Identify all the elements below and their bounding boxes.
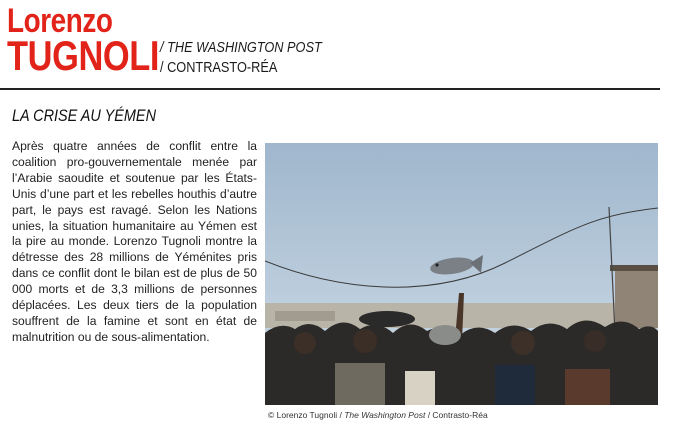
caption-suffix: / Contrasto-Réa bbox=[425, 410, 488, 420]
photo-head-3 bbox=[511, 331, 535, 355]
photo-roof-right bbox=[610, 265, 658, 271]
photo-head-1 bbox=[294, 332, 316, 354]
crowd-fish-photo bbox=[265, 143, 658, 405]
article-title: LA CRISE AU YÉMEN bbox=[12, 106, 157, 125]
photo-headscarf bbox=[429, 325, 461, 345]
photo-shirt-2 bbox=[495, 365, 535, 405]
photo-umbrella bbox=[359, 311, 415, 327]
photo-shirt-3 bbox=[565, 369, 610, 405]
article-body: Après quatre années de conflit entre la coalition pro-gouvernementale menée par l’Arabie saoudite et soutenue par les États-Unis d’une part et les rebelles houthis d’autre part, le pays est ravagé. Selon les Nations unies, la situation humanitaire au Yémen est la pire au monde. Lorenzo Tugnoli montre la détresse des 28 millions de Yéménites pris dans ce conflit dont le bilan est de plus de 50 000 morts et de 3,3 millions de personnes déplacées. Les deux tiers de la population souffrent de la famine et sont en état de malnutrition ou de sous-alimentation. bbox=[12, 139, 257, 344]
photo-shirt-1 bbox=[335, 363, 385, 405]
photo-building-left bbox=[275, 311, 335, 321]
photo-caption bbox=[268, 410, 488, 420]
caption-publication: The Washington Post bbox=[344, 410, 426, 420]
credit-contrasto-rea: / CONTRASTO-RÉA bbox=[160, 59, 278, 76]
photo-fish-eye bbox=[435, 263, 438, 266]
photographer-first-name: Lorenzo bbox=[7, 2, 113, 40]
photo-head-4 bbox=[584, 330, 606, 352]
header-divider bbox=[0, 88, 660, 90]
credit-washington-post: / THE WASHINGTON POST bbox=[160, 39, 322, 56]
caption-prefix: © Lorenzo Tugnoli / bbox=[268, 410, 345, 420]
agency-credits bbox=[160, 38, 350, 78]
photographer-last-name: TUGNOLI bbox=[7, 32, 160, 79]
photo-head-2 bbox=[353, 329, 377, 353]
photo-building-right bbox=[615, 268, 658, 328]
photo-shirt-4 bbox=[405, 371, 435, 405]
